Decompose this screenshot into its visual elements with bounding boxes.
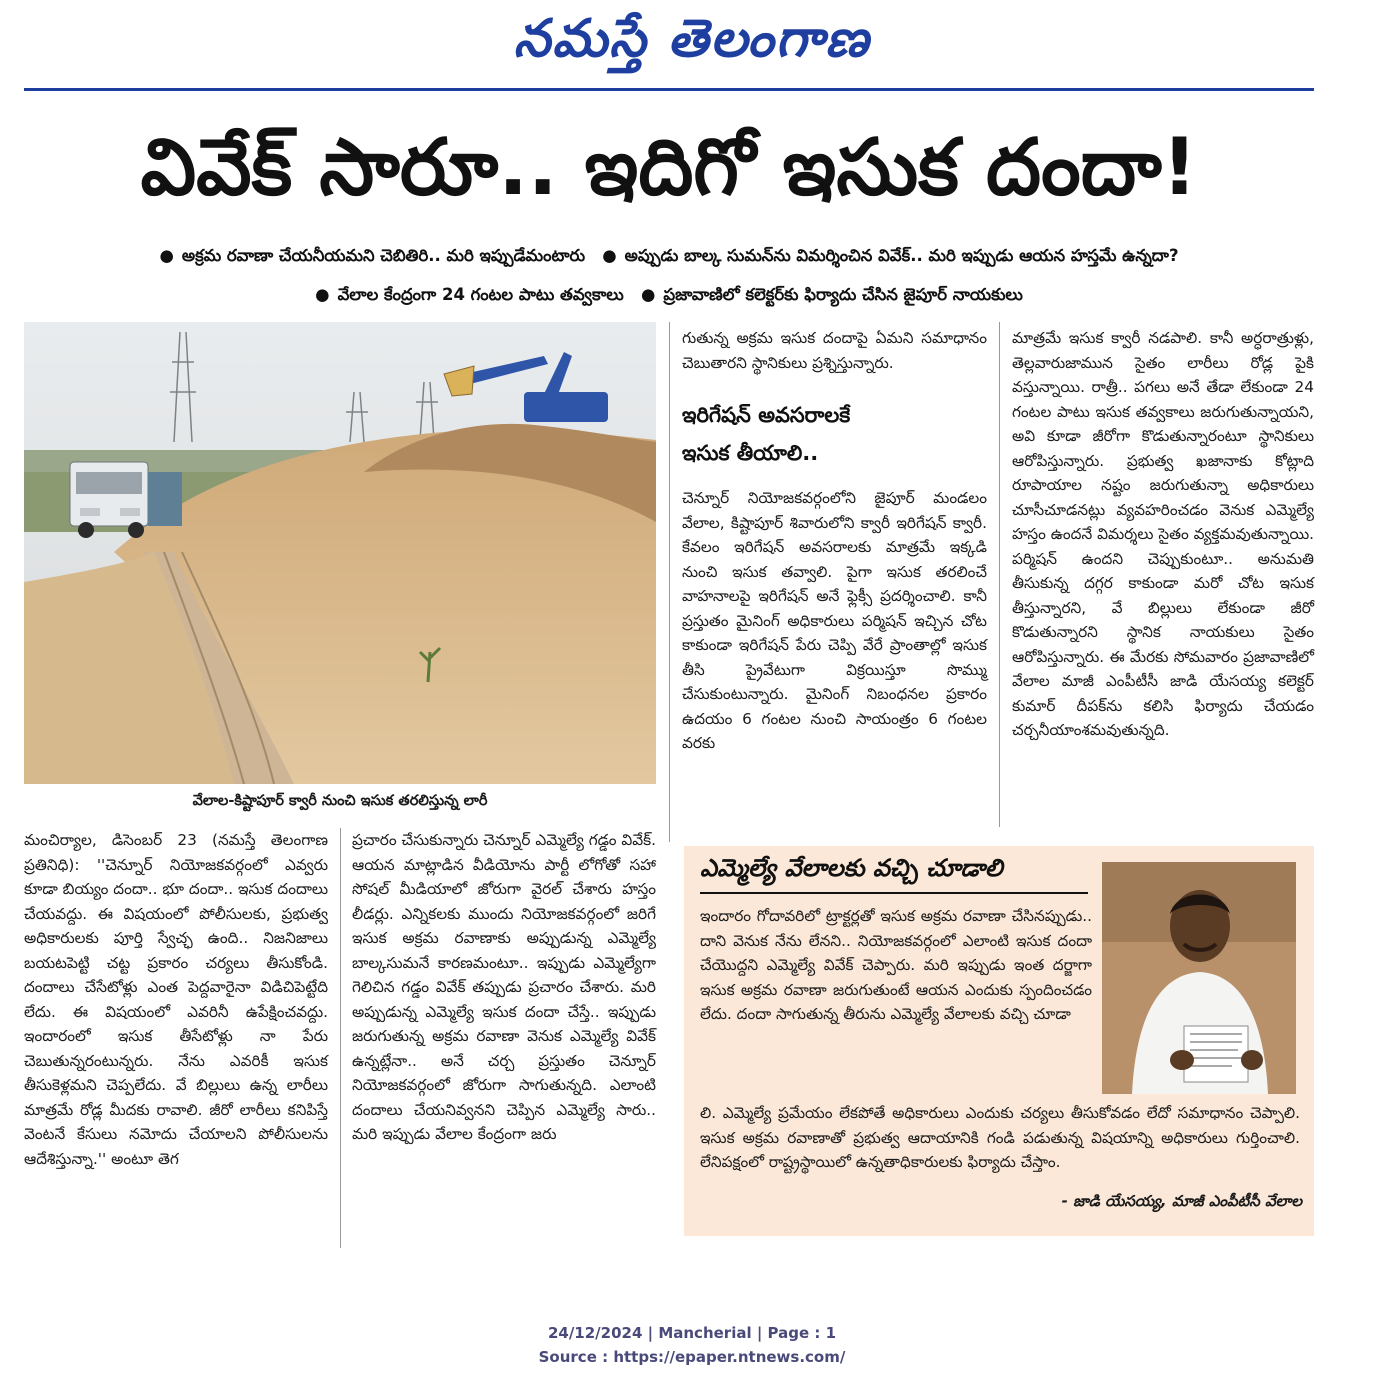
column-divider — [340, 828, 341, 1248]
bullet-dot-icon: ● — [602, 246, 617, 265]
footer-date-line: 24/12/2024 | Mancherial | Page : 1 — [547, 1324, 837, 1342]
quote-attribution: - జాడి యేసయ్య, మాజీ ఎంపీటీసీ వేలాల — [1061, 1192, 1302, 1210]
deck-line-2 — [24, 285, 1314, 308]
subhead — [682, 396, 987, 472]
article-column-1: మంచిర్యాల, డిసెంబర్ 23 (నమస్తే తెలంగాణ ప్రతినిధి): ''చెన్నూర్ నియోజకవర్గంలో ఎవ్వరు కూడా బియ్యం దందా.. భూ దందా.. ఇసుక దందాలు చేయవద్దు. ఈ విషయంలో పోలీసులకు, ప్రభుత్వ అధికారులకు పూర్తి స్వేచ్ఛ ఉంది.. నిజనిజాలు బయటపెట్టి చట్ట ప్రకారం చర్యలు తీసుకోండి. దందాలు చేసేటోళ్లు ఎంత పెద్దవారైనా విడిచిపెట్టేది లేదు. ఈ విషయంలో ఎవరినీ ఉపేక్షించవద్దు. ఇందారంలో ఇసుక తీసేటోళ్లు నా పేరు చెబుతున్నరంటున్నరు. నేను ఎవరికీ ఇసుక తీసుకెళ్లమని చెప్పలేదు. వే బిల్లులు ఉన్న లారీలు మాత్రమే రోడ్ల మీదకు రావాలి. జీరో లారీలు కనిపిస్తే వెంటనే కేసులు నమోదు చేయాలని పోలీసులను ఆదేశిస్తున్నా.'' అంటూ తెగ — [24, 831, 328, 1168]
masthead-rule — [24, 88, 1314, 91]
sand-quarry-illustration — [24, 322, 656, 784]
quote-box-text-bottom: లి. ఎమ్మెల్యే ప్రమేయం లేకపోతే అధికారులు ఎందుకు చర్యలు తీసుకోవడం లేదో సమాధానం చెప్పాలి. ఇసుక అక్రమ రవాణాతో ప్రభుత్వ ఆదాయానికి గండి పడుతున్న విషయాన్ని అధికారులు గుర్తించాలి. లేనిపక్షంలో రాష్ట్రస్థాయిలో ఉన్నతాధికారులకు ఫిర్యాదు చేస్తాం. — [700, 1104, 1300, 1172]
portrait-photo — [1102, 862, 1296, 1094]
article-column-3-top: గుతున్న అక్రమ ఇసుక దందాపై ఏమని సమాధానం చెబుతారని స్థానికులు ప్రశ్నిస్తున్నారు. — [682, 329, 987, 372]
column-divider — [999, 322, 1000, 827]
article-column-3: చెన్నూర్ నియోజకవర్గంలోని జైపూర్ మండలం వేలాల, కిష్టాపూర్ శివారులోని క్వారీ ఇరిగేషన్ క్వారీ. కేవలం ఇరిగేషన్ అవసరాలకు మాత్రమే ఇక్కడి నుంచి ఇసుక తవ్వాలి. పైగా ఇసుక తరలించే వాహనాలపై ఇరిగేషన్ అనే ఫ్లెక్సీ ప్రదర్శించాలి. కానీ ప్రస్తుతం మైనింగ్ అధికారులు పర్మిషన్ ఇచ్చిన చోట కాకుండా ఇరిగేషన్ పేరు చెప్పి వేరే ప్రాంతాల్లో ఇసుక తీసి ప్రైవేటుగా విక్రయిస్తూ సొమ్ము చేసుకుంటున్నారు. మైనింగ్ నిబంధనల ప్రకారం ఉదయం 6 గంటల నుంచి సాయంత్రం 6 గంటల వరకు — [682, 489, 987, 752]
deck-1a: అక్రమ రవాణా చేయనీయమని చెబితిరి.. మరి ఇప్పుడేమంటారు — [181, 246, 586, 265]
headline: వివేక్ సారూ.. ఇదిగో ఇసుక దందా! — [140, 123, 1198, 213]
deck-1b: అప్పుడు బాల్క సుమన్‌ను విమర్శించిన వివేక్.. మరి ఇప్పుడు ఆయన హస్తమే ఉన్నదా? — [624, 246, 1179, 265]
masthead-logo: నమస్తే తెలంగాణ — [513, 8, 871, 69]
photo-caption: వేలాల-కిష్టాపూర్ క్వారీ నుంచి ఇసుక తరలిస్తున్న లారీ — [192, 793, 488, 809]
quote-box-title-rule — [700, 892, 1088, 894]
quote-box-title: ఎమ్మెల్యే వేలాలకు వచ్చి చూడాలి — [700, 854, 1003, 882]
bullet-dot-icon: ● — [159, 246, 174, 265]
deck-2a: వేలాల కేంద్రంగా 24 గంటల పాటు తవ్వకాలు — [337, 285, 624, 304]
footer-source-link[interactable]: Source : https://epaper.ntnews.com/ — [538, 1348, 846, 1366]
bullet-dot-icon: ● — [315, 285, 330, 304]
deck-line-1 — [24, 246, 1314, 269]
article-column-4: మాత్రమే ఇసుక క్వారీ నడపాలి. కానీ అర్ధరాత్రుళ్లు, తెల్లవారుజామున సైతం లారీలు రోడ్ల పైకి వస్తున్నాయి. రాత్రీ.. పగలు అనే తేడా లేకుండా 24 గంటల పాటు ఇసుక తవ్వకాలు జరుగుతున్నాయని, అవి కూడా జీరోగా కొడుతున్నారంటూ స్థానికులు ఆరోపిస్తున్నారు. ప్రభుత్వ ఖజానాకు కోట్లాది రూపాయాల నష్టం జరుగుతున్నా అధికారులు చూసీచూడనట్లు వ్యవహరించడం వెనుక ఎమ్మెల్యే హస్తం ఉందనే విమర్శలు సైతం వ్యక్తమవుతున్నాయి. పర్మిషన్ ఉందని చెప్పుకుంటూ.. అనుమతి తీసుకున్న దగ్గర కాకుండా మరో చోట ఇసుక తీస్తున్నారని, వే బిల్లులు లేకుండా జీరో కొడుతున్నారని స్థానిక నాయకులు సైతం ఆరోపిస్తున్నారు. ఈ మేరకు సోమవారం ప్రజావాణిలో వేలాల మాజీ ఎంపీటీసీ జాడి యేసయ్య కలెక్టర్ కుమార్ దీపక్‌ను కలిసి ఫిర్యాదు చేయడం చర్చనీయాంశమవుతున్నది. — [1012, 329, 1314, 739]
sand-quarry-photo — [24, 322, 656, 784]
quote-box-text-top: ఇందారం గోదావరిలో ట్రాక్టర్లతో ఇసుక అక్రమ రవాణా చేసినప్పుడు.. దాని వెనుక నేను లేనని.. నియోజకవర్గంలో ఎలాంటి ఇసుక దందా చేయొద్దని ఎమ్మెల్యే వివేక్ చెప్పారు. మరి ఇప్పుడు ఇంత దర్జాగా ఇసుక అక్రమ రవాణా జరుగుతుంటే ఆయన ఎందుకు స్పందించడం లేదు. దందా సాగుతున్న తీరును ఎమ్మెల్యే వేలాలకు వచ్చి చూడా — [700, 907, 1092, 1024]
subhead-line-1: ఇరిగేషన్ అవసరాలకే — [682, 403, 851, 427]
deck-2b: ప్రజావాణిలో కలెక్టర్‌కు ఫిర్యాదు చేసిన జైపూర్ నాయకులు — [663, 285, 1023, 304]
article-column-2: ప్రచారం చేసుకున్నారు చెన్నూర్ ఎమ్మెల్యే గడ్డం వివేక్. ఆయన మాట్లాడిన వీడియోను పార్టీ లోగోతో సహా సోషల్ మీడియాలో జోరుగా వైరల్ చేశారు హస్తం లీడర్లు. ఎన్నికలకు ముందు నియోజకవర్గంలో జరిగే ఇసుక అక్రమ రవాణాకు అప్పుడున్న ఎమ్మెల్యే బాల్కసుమనే కారణమంటూ.. ఇప్పుడు ఎమ్మెల్యేగా గెలిచిన గడ్డం వివేక్ తప్పుడు ప్రచారం చేశారు. మరి అప్పుడున్న ఎమ్మెల్యే ఇసుక దందా చేస్తే.. ఇప్పుడు జరుగుతున్న అక్రమ రవాణా వెనుక ఎమ్మెల్యే వివేక్ ఉన్నట్లేనా.. అనే చర్చ ప్రస్తుతం చెన్నూర్ నియోజకవర్గంలో జోరుగా సాగుతున్నది. ఎలాంటి దందాలు చేయనివ్వనని చెప్పిన ఎమ్మెల్యే సారు.. మరి ఇప్పుడు వేలాల కేంద్రంగా జరు — [352, 831, 656, 1143]
column-divider — [669, 322, 670, 842]
portrait-illustration — [1102, 862, 1296, 1094]
subhead-line-2: ఇసుక తీయాలి.. — [682, 441, 819, 465]
bullet-dot-icon: ● — [640, 285, 656, 304]
